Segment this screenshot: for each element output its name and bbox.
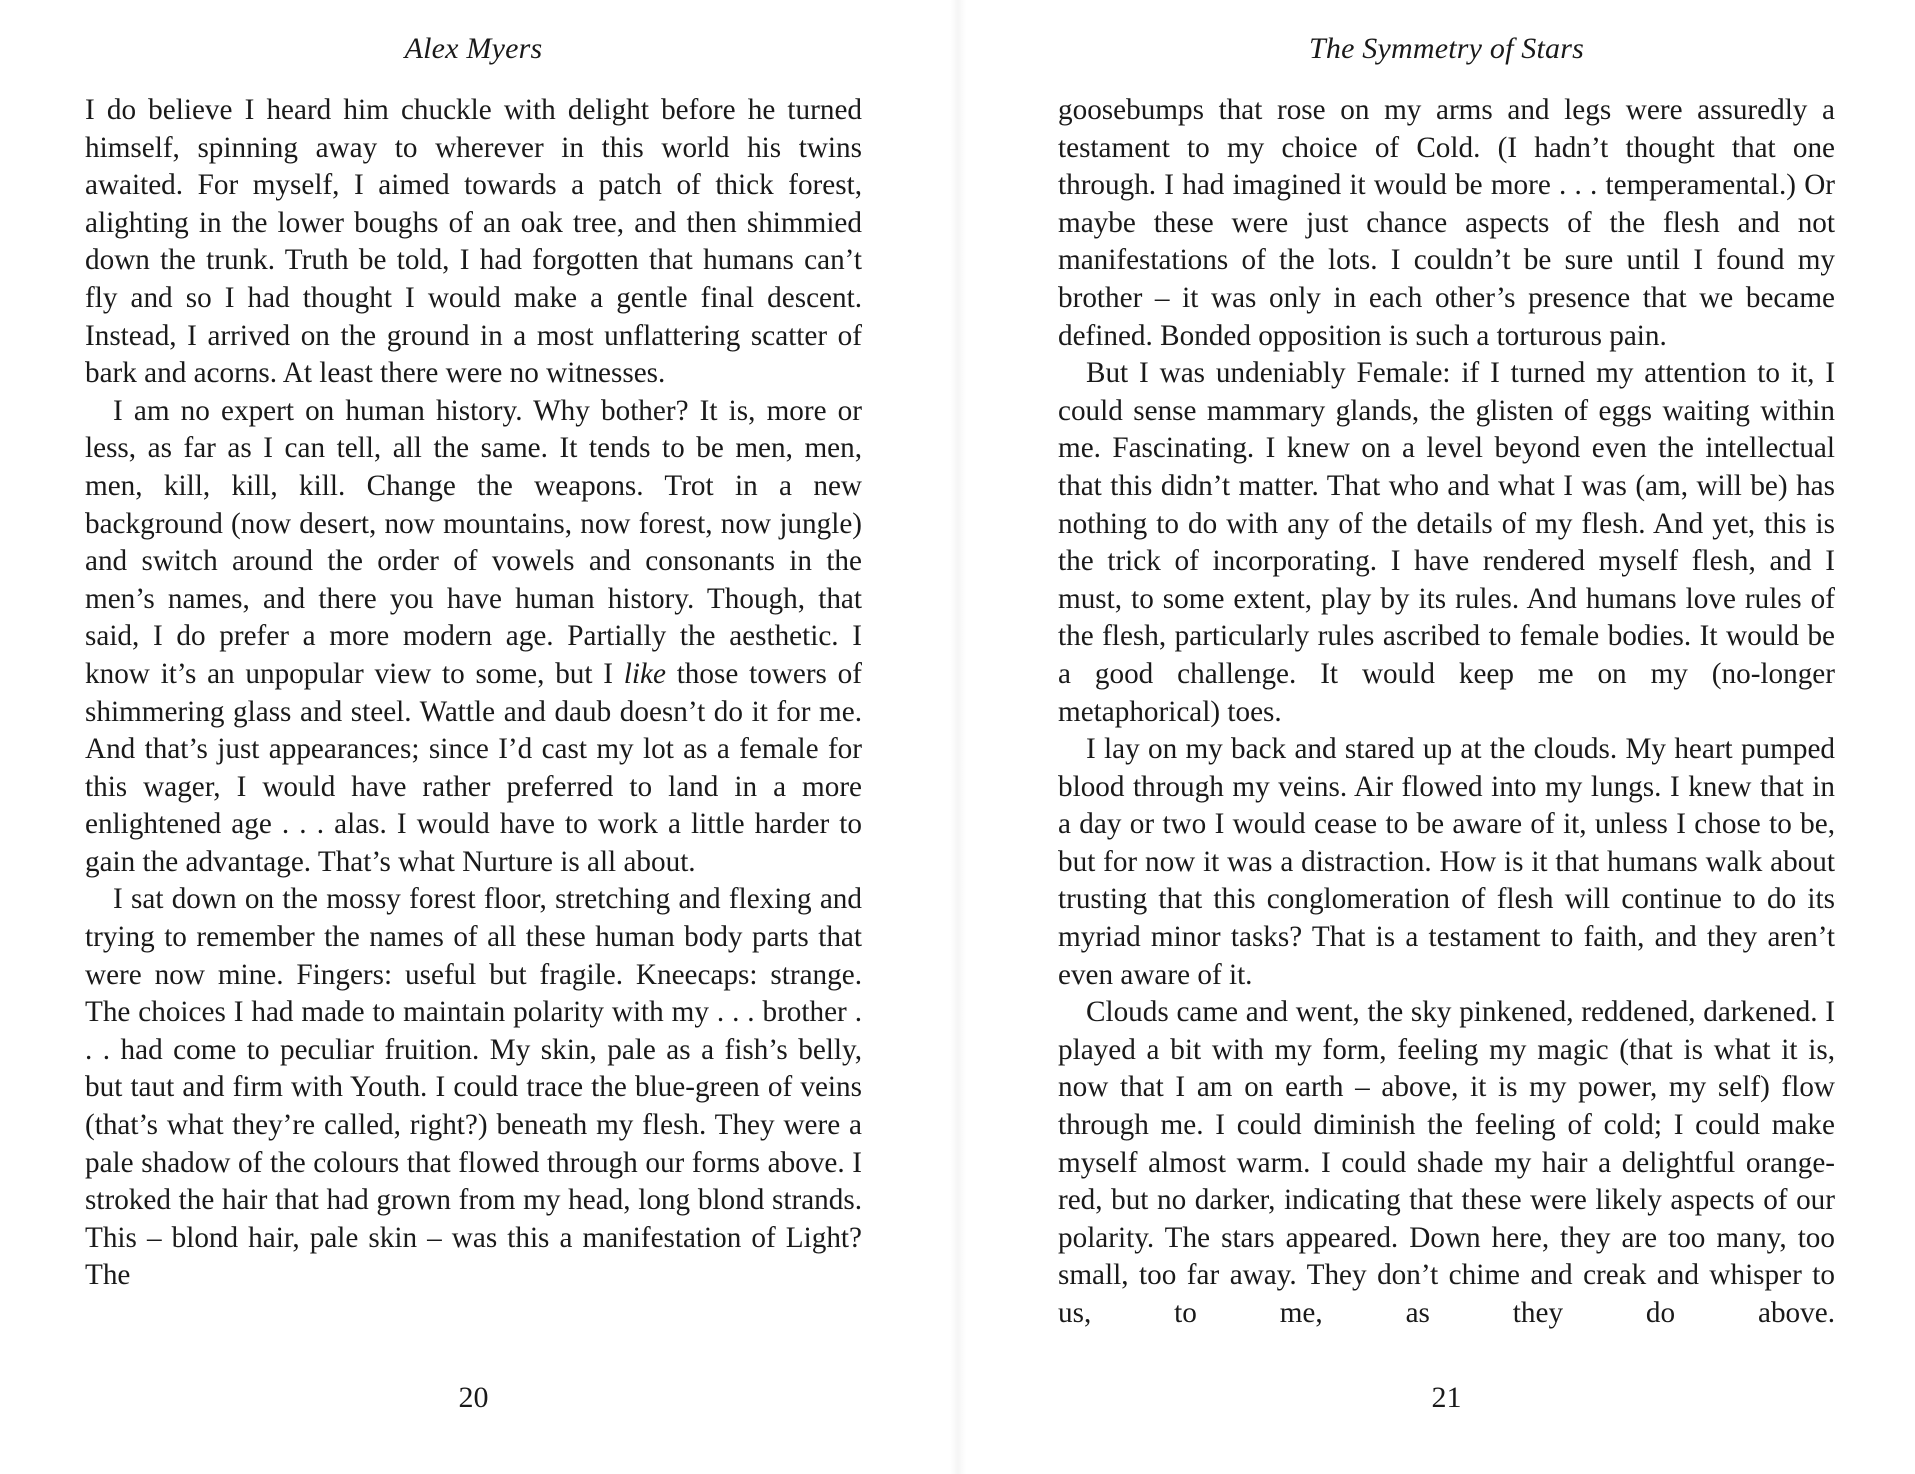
page-number: 21 [1431, 1381, 1462, 1414]
paragraph: I lay on my back and stared up at the clouds. My heart pumped blood through my veins. Air flowed into my lungs. I knew that in a day or two I would cease to be aware of it, unless I chose to be, but for now it was a distraction. How is it that humans walk about trusting that this conglomeration of flesh will continue to do its myriad minor tasks? That is a testament to faith, and they aren’t even aware of it. [1058, 733, 1835, 991]
paragraph-text: I am no expert on human history. Why bother? It is, more or less, as far as I can tell, all the same. It tends to be men, men, men, kill, kill, kill. Change the weapons. Trot in a new background (now desert, now mountains, now forest, now jungle) and switch around the order of vowels and consonants in the men’s names, and there you have human history. Though, that said, I do prefer a more modern age. Partially the aesthetic. I know it’s an unpopular view to some, but I [85, 394, 862, 690]
paragraph: Clouds came and went, the sky pinkened, reddened, darkened. I played a bit with my form, feeling my magic (that is what it is, now that I am on earth – above, it is my power, my self) flow through me. I could diminish the feeling of cold; I could make myself almost warm. I could shade my hair a delightful orange-red, but no darker, indicating that these were likely aspects of our polarity. The stars appeared. Down here, they are too many, too small, too far away. They don’t chime and creak and whisper to us, to me, as they do above. [1058, 996, 1835, 1329]
paragraph: But I was undeniably Female: if I turned my attention to it, I could sense mammary glands, the glisten of eggs waiting within me. Fascinating. I knew on a level beyond even the intellectual that this didn’t matter. That who and what I was (am, will be) has nothing to do with any of the details of my flesh. And yet, this is the trick of incorporating. I have rendered myself flesh, and I must, to some extent, play by its rules. And humans love rules of the flesh, particularly rules ascribed to female bodies. It would be a good challenge. It would keep me on my (no-longer metaphorical) toes. [1058, 357, 1835, 728]
paragraph: goosebumps that rose on my arms and legs were assuredly a testament to my choice of Cold. (I hadn’t thought that one through. I had imagined it would be more . . . temperamental.) Or maybe these were just chance aspects of the flesh and not manifestations of the lots. I couldn’t be sure until I found my brother – it was only in each other’s presence that we became defined. Bonded opposition is such a torturous pain. [1058, 94, 1835, 352]
left-page [85, 0, 862, 1474]
italic-emphasis: like [623, 657, 666, 690]
title-running-head: The Symmetry of Stars [1308, 32, 1584, 65]
author-running-head: Alex Myers [404, 32, 543, 65]
book-gutter [950, 0, 966, 1474]
left-page-body [85, 92, 862, 1295]
page-number: 20 [458, 1381, 489, 1414]
right-page-body [1058, 92, 1835, 1333]
right-page [1058, 0, 1835, 1474]
paragraph-text: those towers of shimmering glass and steel. Wattle and daub doesn’t do it for me. And that’s just appearances; since I’d cast my lot as a female for this wager, I would have rather preferred to land in a more enlightened age . . . alas. I would have to work a little harder to gain the advantage. That’s what Nurture is all about. [85, 657, 862, 878]
paragraph: I sat down on the mossy forest floor, stretching and flexing and trying to remember the names of all these human body parts that were now mine. Fingers: useful but fragile. Kneecaps: strange. The choices I had made to maintain polarity with my . . . brother . . . had come to peculiar fruition. My skin, pale as a fish’s belly, but taut and firm with Youth. I could trace the blue-green of veins (that’s what they’re called, right?) beneath my flesh. They were a pale shadow of the colours that flowed through our forms above. I stroked the hair that had grown from my head, long blond strands. This – blond hair, pale skin – was this a manifestation of Light? The [85, 883, 862, 1292]
paragraph [85, 393, 862, 882]
paragraph: I do believe I heard him chuckle with delight before he turned himself, spinning away to wherever in this world his twins awaited. For myself, I aimed towards a patch of thick forest, alighting in the lower boughs of an oak tree, and then shimmied down the trunk. Truth be told, I had forgotten that humans can’t fly and so I had thought I would make a gentle final descent. Instead, I arrived on the ground in a most unflattering scatter of bark and acorns. At least there were no witnesses. [85, 94, 862, 390]
